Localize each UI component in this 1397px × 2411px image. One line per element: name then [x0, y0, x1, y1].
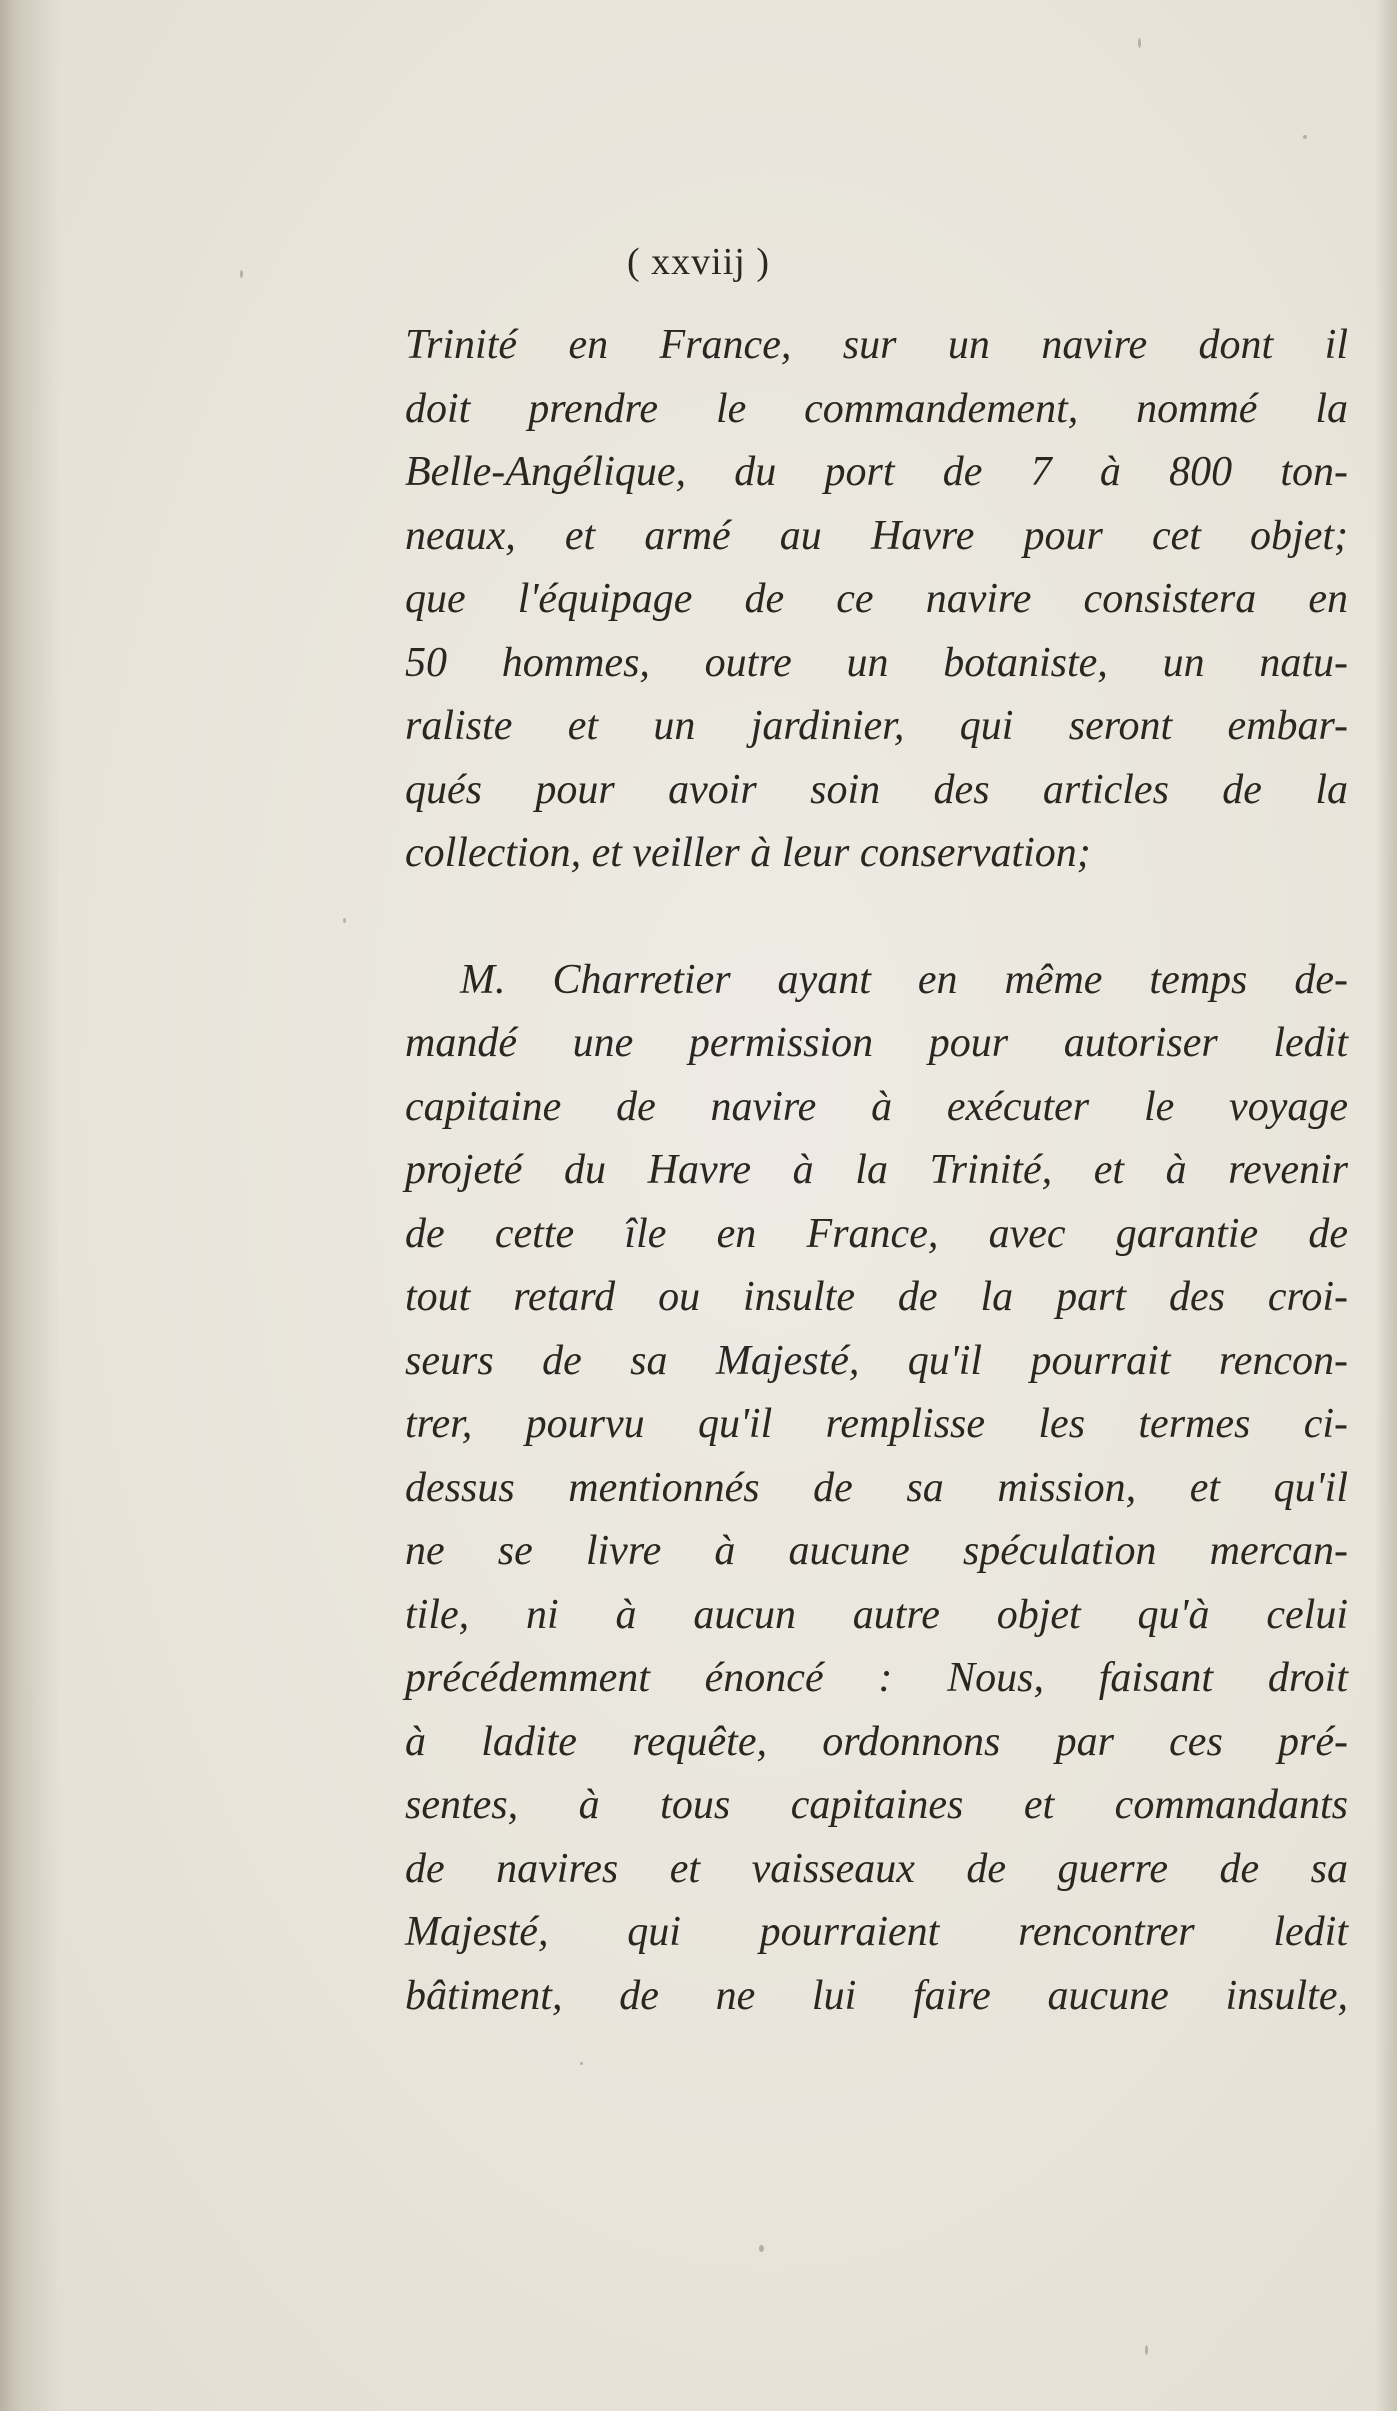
paper-speck: [580, 2062, 583, 2065]
text-line: collection, et veiller à leur conservation;: [405, 830, 1091, 876]
paragraph-gap: [405, 886, 1348, 949]
text-line: précédemment énoncé : Nous, faisant droit: [405, 1655, 1348, 1701]
text-line: M. Charretier ayant en même temps de-: [460, 956, 1348, 1003]
page-edge-shadow: [1375, 0, 1397, 2411]
text-line: que l'équipage de ce navire consistera en: [405, 576, 1348, 622]
text-line: neaux, et armé au Havre pour cet objet;: [405, 512, 1348, 559]
text-line: trer, pourvu qu'il remplisse les termes ci-: [405, 1401, 1348, 1447]
text-line: qués pour avoir soin des articles de la: [405, 766, 1348, 813]
text-line: doit prendre le commandement, nommé la: [405, 385, 1348, 432]
text-line: de cette île en France, avec garantie de: [405, 1210, 1348, 1257]
text-line: capitaine de navire à exécuter le voyage: [405, 1083, 1348, 1130]
text-line: tile, ni à aucun autre objet qu'à celui: [405, 1591, 1348, 1638]
binding-gutter-shadow: [0, 0, 60, 2411]
paper-speck: [343, 918, 346, 923]
text-line: seurs de sa Majesté, qu'il pourrait rencon-: [405, 1337, 1348, 1384]
text-line: à ladite requête, ordonnons par ces pré-: [405, 1718, 1348, 1765]
text-line: Trinité en France, sur un navire dont il: [405, 322, 1348, 368]
paper-speck: [759, 2245, 764, 2252]
text-line: sentes, à tous capitaines et commandants: [405, 1782, 1348, 1828]
paragraph: [405, 949, 1348, 2029]
paper-speck: [1145, 2345, 1148, 2355]
text-line: de navires et vaisseaux de guerre de sa: [405, 1845, 1348, 1892]
text-line: raliste et un jardinier, qui seront embar-: [405, 703, 1348, 749]
text-line: tout retard ou insulte de la part des croi-: [405, 1274, 1348, 1320]
text-line: 50 hommes, outre un botaniste, un natu-: [405, 639, 1348, 686]
text-line: Majesté, qui pourraient rencontrer ledit: [405, 1909, 1348, 1955]
text-line: projeté du Havre à la Trinité, et à revenir: [405, 1147, 1348, 1193]
text-line: mandé une permission pour autoriser ledit: [405, 1020, 1348, 1066]
paragraph: [405, 314, 1348, 886]
paper-speck: [1303, 135, 1307, 139]
body-text: [405, 314, 1348, 2028]
paper-speck: [1138, 38, 1141, 48]
text-line: bâtiment, de ne lui faire aucune insulte,: [405, 1972, 1348, 2019]
text-line: dessus mentionnés de sa mission, et qu'il: [405, 1464, 1348, 1511]
text-line: Belle-Angélique, du port de 7 à 800 ton-: [405, 449, 1348, 495]
page-number-header: ( xxviij ): [627, 241, 770, 283]
text-line: ne se livre à aucune spéculation mercan-: [405, 1528, 1348, 1574]
